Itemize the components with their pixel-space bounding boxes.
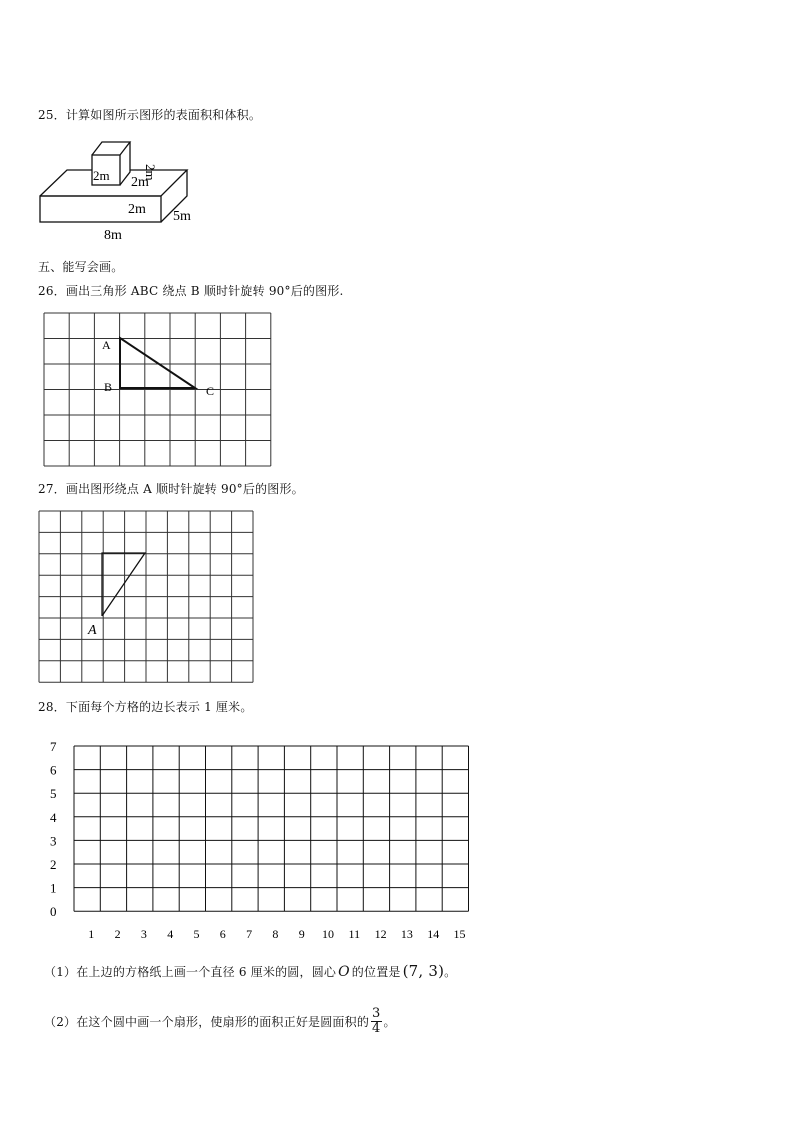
x-tick-label: 4 xyxy=(167,927,174,942)
x-tick-label: 2 xyxy=(114,927,121,942)
label-front-height: 2m xyxy=(128,202,146,217)
y-tick-label: 4 xyxy=(50,809,57,825)
question-28-part-2 xyxy=(44,1007,396,1036)
x-tick-label: 6 xyxy=(219,927,226,942)
part2-prefix: （2）在这个圆中画一个扇形，使扇形的面积正好是圆面积的 xyxy=(44,1015,370,1029)
fraction-numerator: 3 xyxy=(372,1006,381,1021)
label-depth: 5m xyxy=(173,209,191,224)
triangle-abc xyxy=(120,338,195,388)
x-tick-label: 11 xyxy=(348,927,361,942)
label-length: 8m xyxy=(104,228,122,243)
x-tick-label: 7 xyxy=(246,927,253,942)
x-tick-label: 10 xyxy=(322,927,334,942)
part1-coord: (7, 3) xyxy=(402,962,445,980)
point-a-label: A xyxy=(88,623,97,638)
q26-grid xyxy=(44,313,271,466)
question-28-part-1 xyxy=(44,962,456,980)
cuboid-top-left-edge xyxy=(40,170,92,196)
y-tick-label: 2 xyxy=(50,857,57,872)
x-tick-label: 12 xyxy=(374,927,387,942)
x-tick-label: 5 xyxy=(193,927,200,942)
point-a-label: A xyxy=(102,338,111,352)
q27-grid xyxy=(39,511,253,682)
x-tick-label: 8 xyxy=(272,927,279,942)
fraction-three-quarters xyxy=(371,1007,381,1036)
x-tick-label: 9 xyxy=(298,927,305,942)
part1-end: 。 xyxy=(444,965,457,979)
q28-coordinate-grid xyxy=(44,734,484,942)
y-tick-label: 0 xyxy=(50,904,57,920)
q27-grid-figure xyxy=(37,509,257,683)
question-25-text: 25．计算如图所示图形的表面积和体积。 xyxy=(38,108,262,122)
point-b-label: B xyxy=(104,380,113,394)
q28-grid xyxy=(74,746,469,911)
q25-figure xyxy=(30,130,220,242)
y-tick-label: 1 xyxy=(50,880,57,896)
question-26-text: 26．画出三角形 ABC 绕点 B 顺时针旋转 90°后的图形. xyxy=(38,284,344,298)
cube-top-face xyxy=(92,142,130,155)
y-tick-label: 6 xyxy=(50,762,57,778)
x-tick-label: 3 xyxy=(140,927,147,942)
question-27-text: 27．画出图形绕点 A 顺时针旋转 90°后的图形。 xyxy=(38,482,304,496)
y-tick-label: 5 xyxy=(50,786,57,802)
y-tick-label: 7 xyxy=(50,739,57,754)
y-axis-labels xyxy=(50,739,57,919)
y-tick-label: 3 xyxy=(50,833,57,849)
x-axis-labels xyxy=(88,927,465,941)
label-top-depth: 2m xyxy=(131,175,149,190)
fraction-denominator: 4 xyxy=(372,1021,381,1036)
question-28-text: 28．下面每个方格的边长表示 1 厘米。 xyxy=(38,700,253,714)
point-c-label: C xyxy=(206,384,215,398)
shape-to-rotate xyxy=(102,553,145,616)
x-tick-label: 1 xyxy=(88,927,95,942)
part1-mid: 的位置是 xyxy=(351,965,401,979)
x-tick-label: 13 xyxy=(400,927,413,942)
label-cube-height: 2m xyxy=(143,164,158,181)
x-tick-label: 15 xyxy=(453,927,466,942)
part1-var-o: O xyxy=(338,964,350,980)
part2-end: 。 xyxy=(383,1015,396,1029)
q26-grid-figure xyxy=(42,311,276,469)
section-5-heading: 五、能写会画。 xyxy=(38,260,124,274)
label-cube-side: 2m xyxy=(93,168,110,183)
x-tick-label: 14 xyxy=(427,927,440,942)
part1-prefix: （1）在上边的方格纸上画一个直径 6 厘米的圆，圆心 xyxy=(44,965,337,979)
